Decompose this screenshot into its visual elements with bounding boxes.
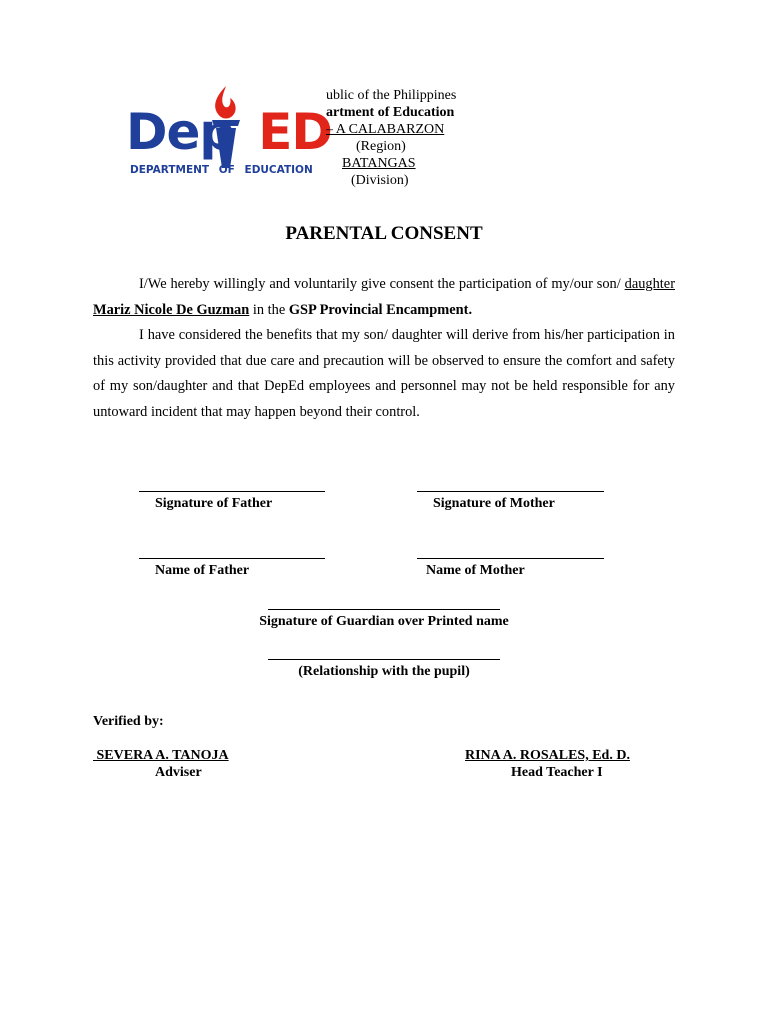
relationship-line: [268, 659, 500, 660]
logo-tagline: [130, 164, 313, 176]
logo-ed: ED: [258, 103, 332, 161]
mother-name-line: [417, 558, 604, 559]
page-title: PARENTAL CONSENT: [285, 223, 483, 244]
guardian-signature-label: Signature of Guardian over Printed name: [259, 614, 509, 629]
adviser-name: SEVERA A. TANOJA: [93, 748, 229, 763]
father-signature-line: [139, 491, 325, 492]
header-republic: ublic of the Philippines: [326, 88, 457, 103]
guardian-signature-line: [268, 609, 500, 610]
daughter-word: daughter: [624, 276, 675, 292]
logo-tagline-left: DEPARTMENT: [130, 164, 210, 176]
logo-tagline-of: OF: [218, 164, 235, 176]
consent-paragraph: [93, 272, 675, 323]
benefits-paragraph: I have considered the benefits that my son/ daughter will derive from his/her participation in this activity provided that due care and precaution will be observed to ensure the comfort and safety of my son/daughter and that DepEd employees and personnel may not be held responsible for any untoward incident that may happen beyond their control.: [93, 327, 675, 420]
header-department: artment of Education: [326, 105, 455, 120]
header-region-name: – A CALABARZON: [326, 122, 445, 137]
mother-signature-line: [417, 491, 604, 492]
mother-name-label: Name of Mother: [426, 563, 525, 578]
header-division-label: (Division): [351, 173, 409, 188]
mother-signature-label: Signature of Mother: [433, 496, 555, 511]
header-region-label: (Region): [356, 139, 406, 154]
consent-text-part2: in the: [249, 301, 289, 318]
father-name-line: [139, 558, 325, 559]
logo-dep: Dep: [126, 103, 235, 161]
header-division-name: BATANGAS: [342, 156, 416, 171]
father-name-label: Name of Father: [155, 563, 250, 578]
adviser-title: Adviser: [155, 765, 202, 780]
verified-by-label: Verified by:: [93, 714, 164, 729]
consent-text-part1: I/We hereby willingly and voluntarily give consent the participation of my/our son/: [139, 276, 621, 292]
relationship-label: (Relationship with the pupil): [298, 664, 470, 679]
father-signature-label: Signature of Father: [155, 496, 273, 511]
logo-tagline-right: EDUCATION: [244, 164, 313, 176]
student-name: Mariz Nicole De Guzman: [93, 301, 250, 318]
deped-logo: [126, 84, 332, 180]
logo-wordmark: [126, 104, 332, 160]
event-name: GSP Provincial Encampment.: [288, 301, 473, 318]
head-teacher-title: Head Teacher I: [511, 765, 603, 780]
head-teacher-name: RINA A. ROSALES, Ed. D.: [465, 748, 630, 763]
